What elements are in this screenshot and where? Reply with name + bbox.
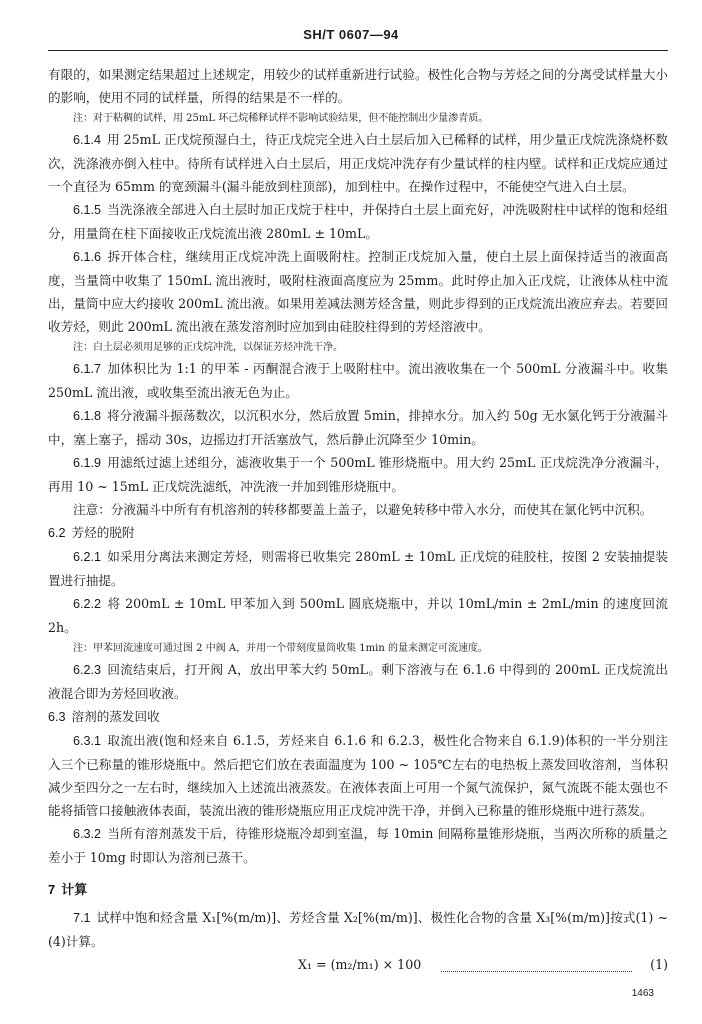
page-number: 1463: [631, 988, 654, 999]
clause-6-1-7: [48, 357, 668, 404]
body-content: [48, 63, 668, 977]
paragraph-continuation: 有限的，如果测定结果超过上述规定，用较少的试样重新进行试验。极性化合物与芳烃之间的分离受试样量大小的影响，使用不同的试样量，所得的结果是不一样的。: [48, 67, 668, 105]
section-heading-6-3: [48, 705, 668, 729]
clause-6-2-1: [48, 545, 668, 592]
clause-number: 6.1.9: [73, 456, 102, 470]
section-number: 7: [48, 882, 56, 897]
note-3: 注：甲苯回流速度可通过图 2 中阀 A，并用一个带刻度量筒收集 1min 的量来测定可流速度。: [73, 643, 488, 654]
formula-1: [48, 953, 668, 977]
clause-text: 拆开体合柱，继续用正戊烷冲洗上面吸附柱。控制正戊烷加入量，使白土层上面保持适当的液面高度，当量筒中收集了 150mL 流出液时，吸附柱液面高度应为 25mm。此时停止加入正戊烷，让液体从柱中流出，量筒中应大约接收 200mL 流出液。如果用差减法测芳烃含量，则此步得到的正戊烷流出液应弃去。若要回收芳烃，则此 200mL 流出液在蒸发溶剂时应加到由硅胶柱得到的芳烃溶液中。: [48, 249, 668, 334]
section-heading-7: [48, 878, 668, 902]
formula-number: (1): [650, 957, 668, 972]
section-title: 计算: [61, 883, 88, 898]
section-number: 6.2: [48, 526, 66, 540]
formula-leader-dots: [441, 959, 632, 972]
formula-expression: X₁ = (m₂/m₁) × 100: [298, 957, 422, 972]
clause-text: 取流出液(饱和烃来自 6.1.5，芳烃来自 6.1.6 和 6.2.3，极性化合物来自 6.1.9)体积的一半分别注入三个已称量的锥形烧瓶中。然后把它们放在表面温度为 100 ~ 105℃左右的电热板上蒸发回收溶剂，当体积减少至四分之一左右时，继续加入上述流出液蒸发。在液体表面上可用一个氮气流保护，氮气流既不能太强也不能将插管口接触液体表面，装流出液的锥形烧瓶应用正戊烷冲洗干净，并倒入已称量的锥形烧瓶中进行蒸发。: [48, 733, 668, 818]
clause-text: 如采用分离法来测定芳烃，则需将已收集完 280mL ± 10mL 正戊烷的硅胶柱，按图 2 安装抽提装置进行抽提。: [48, 549, 668, 588]
clause-6-1-4: [48, 128, 668, 198]
clause-6-3-2: [48, 822, 668, 869]
clause-number: 6.2.3: [73, 663, 102, 677]
clause-number: 6.1.7: [73, 362, 102, 376]
clause-number: 6.1.8: [73, 409, 102, 423]
clause-number: 6.1.6: [73, 250, 102, 264]
clause-number: 6.2.1: [73, 550, 102, 564]
clause-text: 用 25mL 正戊烷预湿白土，待正戊烷完全进入白土层后加入已稀释的试样，用少量正戊烷洗涤烧杯数次，洗涤液亦倒入柱中。待所有试样进入白土层后，用正戊烷冲洗存有少量试样的柱内壁。试样和正戊烷应通过一个直径为 65mm 的宽颈漏斗(漏斗能放到柱顶部)，加到柱中。在操作过程中，不能使空气进入白土层。: [48, 132, 668, 194]
clause-text: 当所有溶剂蒸发干后，待锥形烧瓶冷却到室温，每 10min 间隔称量锥形烧瓶，当两次所称的质量之差小于 10mg 时即认为溶剂已蒸干。: [48, 826, 668, 865]
clause-text: 将 200mL ± 10mL 甲苯加入到 500mL 圆底烧瓶中，并以 10mL/min ± 2mL/min 的速度回流 2h。: [48, 596, 668, 635]
section-heading-6-2: [48, 521, 668, 545]
clause-number: 6.1.5: [73, 203, 102, 217]
section-title: 芳烃的脱附: [71, 525, 135, 540]
clause-6-2-3: [48, 658, 668, 705]
clause-6-3-1: [48, 729, 668, 822]
clause-text: 试样中饱和烃含量 X₁[%(m/m)]、芳烃含量 X₂[%(m/m)]、极性化合物的含量 X₃[%(m/m)]按式(1) ~ (4)计算。: [48, 910, 668, 949]
section-number: 6.3: [48, 710, 66, 724]
clause-text: 当洗涤液全部进入白土层时加正戊烷于柱中，并保持白土层上面充好，冲洗吸附柱中试样的饱和烃组分，用量筒在柱下面接收正戊烷流出液 280mL ± 10mL。: [48, 202, 668, 241]
clause-number: 6.3.2: [73, 827, 102, 841]
clause-text: 加体积比为 1:1 的甲苯 - 丙酮混合液于上吸附柱中。流出液收集在一个 500mL 分液漏斗中。收集 250mL 流出液，或收集至流出液无色为止。: [48, 361, 668, 400]
clause-6-1-6: [48, 245, 668, 338]
clause-number: 6.1.4: [73, 133, 102, 147]
clause-6-1-9: [48, 451, 668, 498]
clause-number: 6.3.1: [73, 734, 102, 748]
clause-number: 7.1: [73, 911, 91, 925]
clause-text: 用滤纸过滤上述组分，滤液收集于一个 500mL 锥形烧瓶中。用大约 25mL 正戊烷洗净分液漏斗，再用 10 ~ 15mL 正戊烷洗滤纸，冲洗液一并加到锥形烧瓶中。: [48, 455, 668, 494]
note-1: 注：对于粘稠的试样，用 25mL 环己烷稀释试样不影响试验结果，但不能控制出少量渗青质。: [73, 113, 489, 124]
clause-6-2-2: [48, 592, 668, 639]
clause-7-1: [48, 906, 668, 953]
clause-text: 回流结束后，打开阀 A，放出甲苯大约 50mL。剩下溶液与在 6.1.6 中得到的 200mL 正戊烷流出液混合即为芳烃回收液。: [48, 662, 668, 701]
clause-text: 将分液漏斗振荡数次，以沉积水分，然后放置 5min，排掉水分。加入约 50g 无水氯化钙于分液漏斗中，塞上塞子，摇动 30s，边摇边打开活塞放气，然后静止沉降至少 10min。: [48, 408, 668, 447]
clause-6-1-5: [48, 198, 668, 245]
clause-6-1-8: [48, 404, 668, 451]
section-title: 溶剂的蒸发回收: [71, 709, 160, 724]
clause-number: 6.2.2: [73, 597, 102, 611]
standard-code-header: SH/T 0607—94: [303, 27, 399, 42]
header-rule: [48, 50, 668, 51]
caution-note: 注意：分液漏斗中所有有机溶剂的转移都要盖上盖子，以避免转移中带入水分，而使其在氯化钙中沉积。: [73, 502, 653, 517]
note-2: 注：白土层必须用足够的正戊烷冲洗，以保证芳烃冲洗干净。: [73, 342, 343, 353]
